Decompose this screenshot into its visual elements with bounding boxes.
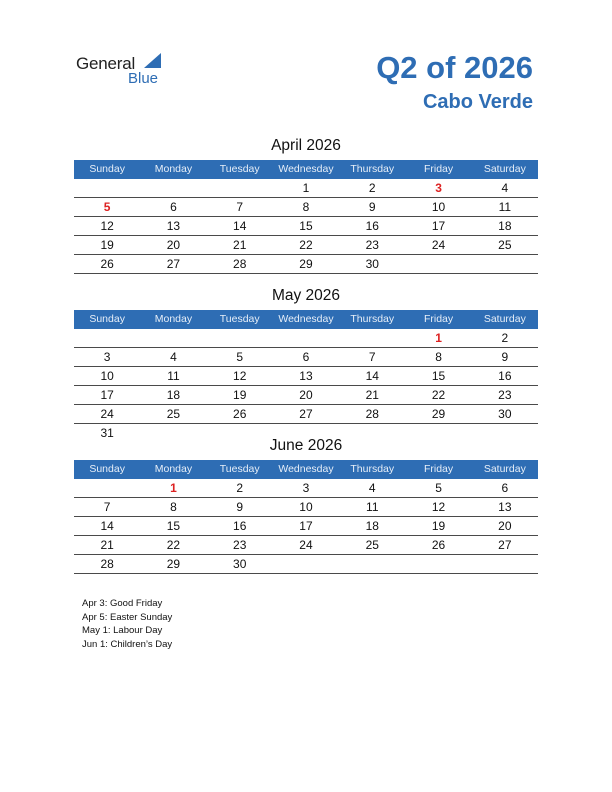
day-cell: 8 (170, 500, 177, 514)
day-cell (140, 329, 206, 347)
day-cell: 22 (166, 538, 181, 552)
holiday-note: Apr 3: Good Friday (82, 598, 163, 609)
day-cell: 27 (498, 538, 512, 552)
weekday-header (74, 310, 538, 329)
month-title: June 2026 (269, 437, 343, 454)
day-cell: 17 (100, 388, 114, 402)
week-row (74, 498, 538, 517)
day-cell: 14 (100, 519, 114, 533)
day-cell (74, 329, 140, 347)
day-cell: 26 (233, 407, 247, 421)
day-cell: 16 (233, 519, 247, 533)
day-cell: 1 (435, 331, 442, 345)
day-cell (472, 555, 538, 573)
day-cell: 6 (302, 350, 310, 364)
holiday-note: Jun 1: Children’s Day (82, 638, 173, 650)
day-cell: 16 (498, 369, 512, 383)
day-cell: 11 (498, 200, 512, 214)
day-cell: 5 (435, 481, 442, 495)
weekday-thursday: Thursday (350, 163, 395, 175)
week-row (74, 479, 538, 498)
day-cell: 8 (435, 350, 442, 364)
day-cell: 28 (100, 557, 114, 571)
generalblue-logo (76, 52, 176, 88)
day-cell: 2 (368, 181, 376, 195)
day-cell: 27 (299, 407, 313, 421)
week-row (74, 405, 538, 424)
day-cell: 5 (236, 350, 244, 364)
page-title: Q2 of 2026 (376, 50, 533, 85)
day-cell: 15 (431, 369, 446, 383)
day-cell: 20 (299, 388, 313, 402)
week-row (74, 536, 538, 555)
country-name: Cabo Verde (422, 91, 533, 113)
day-cell: 15 (299, 219, 313, 233)
day-cell (405, 555, 471, 573)
day-cell: 4 (170, 350, 177, 364)
day-cell: 19 (233, 388, 247, 402)
weekday-saturday: Saturday (483, 313, 526, 325)
day-cell: 2 (501, 331, 509, 345)
day-cell: 18 (498, 219, 512, 233)
day-cell (273, 555, 339, 573)
day-cell: 3 (302, 481, 310, 495)
holiday-note: May 1: Labour Day (82, 625, 163, 637)
day-cell: 14 (365, 369, 379, 383)
day-cell: 18 (365, 519, 379, 533)
day-cell (207, 329, 273, 347)
day-cell: 11 (366, 500, 379, 514)
day-cell: 18 (166, 388, 181, 402)
week-row (74, 217, 538, 236)
day-cell: 6 (170, 200, 177, 214)
day-cell: 23 (498, 388, 512, 402)
day-cell: 5 (103, 200, 111, 214)
day-cell: 13 (299, 369, 313, 383)
day-cell: 24 (431, 238, 446, 252)
day-cell: 25 (166, 407, 181, 421)
month-title: May 2026 (271, 287, 341, 304)
day-cell: 30 (233, 557, 247, 571)
holiday-note: Apr 5: Easter Sunday (82, 611, 173, 623)
weekday-wednesday: Wednesday (278, 163, 334, 175)
day-cell: 10 (100, 369, 114, 383)
week-row (74, 555, 538, 574)
day-cell: 7 (368, 350, 376, 364)
month-title: April 2026 (271, 137, 341, 154)
day-cell: 9 (236, 500, 244, 514)
day-cell (339, 329, 405, 347)
day-cell: 19 (100, 238, 114, 252)
day-cell: 17 (299, 519, 313, 533)
day-cell: 9 (368, 200, 376, 214)
day-cell: 25 (498, 238, 512, 252)
weekday-header (74, 460, 538, 479)
weekday-header (74, 160, 538, 179)
day-cell: 10 (431, 200, 446, 214)
week-row (74, 198, 538, 217)
week-row (74, 367, 538, 386)
day-cell (140, 179, 206, 197)
day-cell: 30 (498, 407, 512, 421)
day-cell: 20 (498, 519, 512, 533)
month-calendar-may (74, 286, 538, 442)
day-cell: 26 (431, 538, 446, 552)
weekday-sunday: Sunday (89, 463, 125, 475)
day-cell: 17 (431, 219, 446, 233)
day-cell: 6 (501, 481, 509, 495)
weekday-saturday: Saturday (483, 463, 526, 475)
weekday-friday: Friday (423, 463, 454, 475)
day-cell: 7 (236, 200, 244, 214)
weekday-monday: Monday (154, 313, 193, 325)
month-calendar-june (74, 436, 538, 574)
day-cell: 15 (166, 519, 181, 533)
month-calendar-april (74, 136, 538, 274)
day-cell (273, 329, 339, 347)
week-row (74, 236, 538, 255)
weekday-monday: Monday (154, 163, 193, 175)
weekday-sunday: Sunday (89, 313, 125, 325)
day-cell: 24 (299, 538, 313, 552)
weekday-wednesday: Wednesday (278, 313, 334, 325)
day-cell: 22 (299, 238, 313, 252)
day-cell: 12 (233, 369, 247, 383)
day-cell: 29 (431, 407, 446, 421)
day-cell: 4 (368, 481, 376, 495)
day-cell: 16 (365, 219, 379, 233)
weekday-monday: Monday (154, 463, 193, 475)
weekday-wednesday: Wednesday (278, 463, 334, 475)
holiday-notes (82, 597, 172, 651)
weekday-friday: Friday (423, 313, 454, 325)
weekday-thursday: Thursday (350, 313, 395, 325)
weekday-thursday: Thursday (350, 463, 395, 475)
day-cell: 8 (302, 200, 310, 214)
week-row (74, 179, 538, 198)
day-cell: 20 (166, 238, 181, 252)
day-cell: 13 (166, 219, 181, 233)
day-cell: 28 (233, 257, 247, 271)
weeks-grid (74, 179, 538, 274)
weekday-sunday: Sunday (89, 163, 125, 175)
weekday-tuesday: Tuesday (219, 463, 260, 475)
day-cell: 12 (100, 219, 114, 233)
day-cell: 26 (100, 257, 114, 271)
weeks-grid (74, 329, 538, 442)
weekday-tuesday: Tuesday (219, 163, 260, 175)
week-row (74, 348, 538, 367)
day-cell: 11 (167, 369, 180, 383)
week-row (74, 517, 538, 536)
day-cell: 28 (365, 407, 379, 421)
day-cell: 23 (233, 538, 247, 552)
logo-general-text: General (76, 54, 136, 73)
day-cell: 29 (166, 557, 181, 571)
day-cell: 4 (501, 181, 509, 195)
day-cell: 29 (299, 257, 313, 271)
day-cell: 10 (299, 500, 313, 514)
day-cell (74, 479, 140, 497)
day-cell: 30 (365, 257, 379, 271)
weeks-grid (74, 479, 538, 574)
day-cell: 13 (498, 500, 512, 514)
day-cell: 14 (233, 219, 247, 233)
weekday-saturday: Saturday (483, 163, 526, 175)
day-cell: 25 (365, 538, 379, 552)
day-cell: 21 (365, 388, 379, 402)
day-cell: 2 (236, 481, 244, 495)
day-cell: 21 (100, 538, 114, 552)
day-cell: 3 (435, 181, 442, 195)
day-cell: 7 (103, 500, 111, 514)
day-cell (405, 255, 471, 273)
weekday-tuesday: Tuesday (219, 313, 260, 325)
day-cell: 22 (431, 388, 446, 402)
day-cell (339, 555, 405, 573)
day-cell: 9 (501, 350, 509, 364)
day-cell: 1 (302, 181, 310, 195)
week-row (74, 255, 538, 274)
day-cell (472, 255, 538, 273)
day-cell (207, 179, 273, 197)
week-row (74, 386, 538, 405)
day-cell: 23 (365, 238, 379, 252)
day-cell: 21 (233, 238, 247, 252)
logo-triangle-icon (144, 53, 161, 68)
day-cell: 24 (100, 407, 114, 421)
week-row (74, 329, 538, 348)
day-cell: 1 (170, 481, 177, 495)
logo-blue-text: Blue (128, 70, 159, 87)
day-cell: 12 (431, 500, 446, 514)
day-cell: 19 (431, 519, 446, 533)
day-cell (74, 179, 140, 197)
day-cell: 27 (166, 257, 181, 271)
day-cell: 31 (100, 426, 114, 440)
weekday-friday: Friday (423, 163, 454, 175)
day-cell: 3 (103, 350, 111, 364)
